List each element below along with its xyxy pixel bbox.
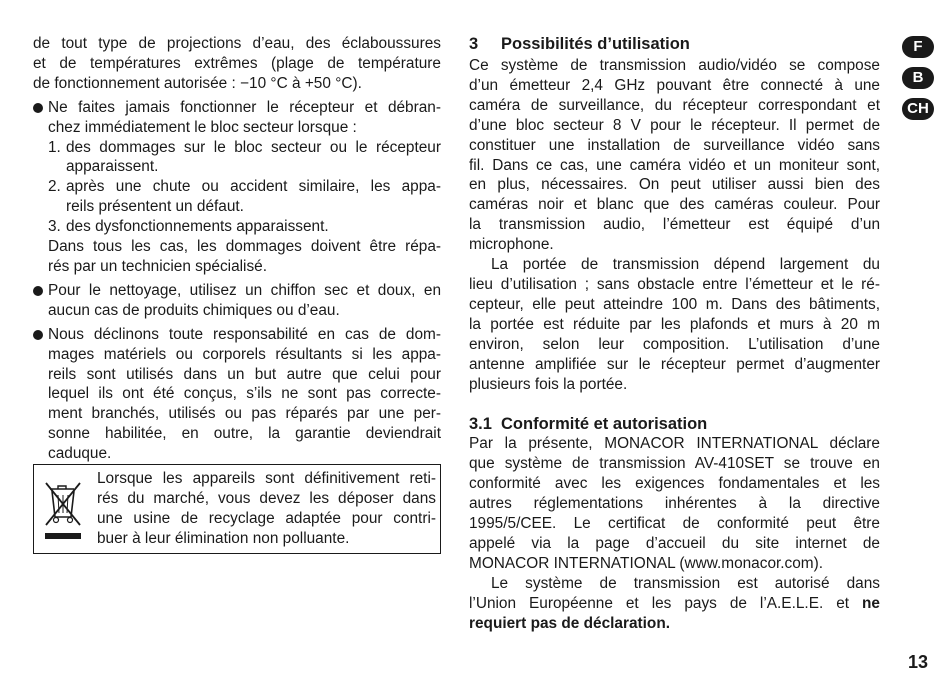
text-line: fil. Dans ce cas, une caméra vidéo et un moniteur sont, bbox=[469, 156, 880, 174]
bullet-icon bbox=[33, 103, 43, 113]
disposal-notice-box bbox=[33, 464, 441, 554]
text-line: Ce système de transmission audio/vidéo se compose bbox=[469, 57, 880, 74]
text-line: appelé via la page d’accueil du site internet de bbox=[469, 534, 880, 552]
section-title: Conformité et autorisation bbox=[501, 415, 708, 434]
bold-text-line: requiert pas de déclaration. bbox=[469, 614, 670, 632]
text-line: MONACOR INTERNATIONAL (www.monacor.com). bbox=[469, 554, 824, 572]
text-line: La portée de transmission dépend largement du bbox=[491, 256, 880, 274]
language-badges bbox=[902, 36, 936, 129]
language-badge-b: B bbox=[902, 67, 934, 89]
text-line bbox=[469, 594, 880, 614]
section-heading bbox=[469, 34, 880, 54]
text-line: chez immédiatement le bloc secteur lorsque : bbox=[48, 118, 357, 136]
section-title: Possibilités d’utilisation bbox=[501, 35, 690, 53]
left-column bbox=[33, 34, 441, 464]
text-line: Lorsque les appareils sont définitivement reti- bbox=[97, 470, 436, 487]
section-number: 3 bbox=[469, 35, 479, 53]
text-line: ment branchés, utilisés ou pas réparés par une per- bbox=[48, 405, 441, 423]
text-line: que système de transmission AV-410SET se trouve en bbox=[469, 455, 880, 473]
text-line: 1995/5/CEE. Le certificat de conformité peut être bbox=[469, 515, 880, 533]
subsection-heading bbox=[469, 414, 880, 434]
text-line: sonne habilitée, en outre, la garantie deviendrait bbox=[48, 425, 441, 443]
text-line: reils présentent un défaut. bbox=[66, 198, 244, 216]
text-line: autres réglementations inhérentes à la directive bbox=[469, 495, 880, 513]
text-line: des dommages sur le bloc secteur ou le récepteur bbox=[66, 138, 441, 156]
bullet-icon bbox=[33, 286, 43, 296]
text-line: cepteur, elle peut atteindre 100 m. Dans des bâtiments, bbox=[469, 295, 880, 313]
paragraph bbox=[469, 434, 880, 573]
section-number: 3.1 bbox=[469, 415, 492, 434]
text-segment: l’Union Européenne et les pays de l’A.E.L.E. et bbox=[469, 594, 850, 612]
text-line: de tout type de projections d’eau, des éclaboussures bbox=[33, 35, 441, 52]
text-line: caméra de surveillance, du récepteur correspondant et bbox=[469, 96, 880, 114]
text-line: Pour le nettoyage, utilisez un chiffon sec et doux, en bbox=[48, 281, 441, 299]
text-line: caméras noir et blanc que des caméras couleur. Pour bbox=[469, 196, 880, 214]
text-line: constituer une installation de surveillance vidéo sans bbox=[469, 136, 880, 154]
language-badge-f: F bbox=[902, 36, 934, 58]
text-line: rés par un technicien spécialisé. bbox=[48, 257, 268, 275]
text-line: Dans tous les cas, les dommages doivent être répa- bbox=[48, 238, 441, 256]
text-line: buer à leur élimination non polluante. bbox=[97, 529, 350, 547]
item-number: 3. bbox=[48, 218, 61, 236]
intro-paragraph bbox=[33, 34, 441, 94]
text-line: caduque. bbox=[48, 445, 112, 463]
text-line: apparaissent. bbox=[66, 158, 159, 176]
text-line: reils sont utilisés dans un but autre que celui pour bbox=[48, 365, 441, 383]
item-number: 2. bbox=[48, 178, 61, 196]
bullet-icon bbox=[33, 330, 43, 340]
text-line: rés du marché, vous devez les déposer dans bbox=[97, 489, 436, 507]
text-line: la portée est réduite par les plafonds et murs à 20 m bbox=[469, 315, 880, 333]
text-line: Nous déclinons toute responsabilité en cas de dom- bbox=[48, 325, 441, 343]
text-line: d’une bloc secteur 8 V pour le récepteur. Il permet de bbox=[469, 116, 880, 134]
text-line: une usine de recyclage adaptée pour contri- bbox=[97, 509, 436, 527]
item-number: 1. bbox=[48, 138, 61, 156]
text-line: et de températures extrêmes (plage de température bbox=[33, 54, 441, 72]
bold-text: ne bbox=[862, 594, 880, 612]
text-line: lequel ils ont été conçus, s’ils ne sont pas correcte- bbox=[48, 385, 441, 403]
bullet-item-cleaning bbox=[33, 281, 441, 321]
text-line: Par la présente, MONACOR INTERNATIONAL déclare bbox=[469, 435, 880, 453]
text-line: microphone. bbox=[469, 236, 554, 254]
text-line: mages matériels ou corporels résultants si les appa- bbox=[48, 345, 441, 363]
text-line: Ne faites jamais fonctionner le récepteur et débran- bbox=[48, 98, 441, 116]
text-line: des dysfonctionnements apparaissent. bbox=[66, 218, 329, 236]
page-number: 13 bbox=[908, 652, 929, 672]
text-line: conformité avec les exigences fondamentales et les bbox=[469, 475, 880, 493]
text-line: aucun cas de produits chimiques ou d’eau. bbox=[48, 301, 340, 319]
text-line: lieu d’utilisation ; sans obstacle entre l’émetteur et le ré- bbox=[469, 275, 880, 293]
text-line: Le système de transmission est autorisé dans bbox=[491, 574, 880, 592]
text-line: d’un émetteur 2,4 GHz pouvant être connecté à une bbox=[469, 76, 880, 94]
numbered-item bbox=[48, 138, 441, 178]
paragraph bbox=[469, 255, 880, 394]
bullet-item-liability bbox=[33, 325, 441, 464]
language-badge-ch: CH bbox=[902, 98, 934, 120]
disposal-text bbox=[97, 469, 436, 549]
text-line: après une chute ou accident similaire, les appa- bbox=[66, 178, 441, 196]
text-line: en plus, nécessaires. On peut utiliser aussi bien des bbox=[469, 176, 880, 194]
text-line: de fonctionnement autorisée : −10 °C à +50 °C). bbox=[33, 74, 362, 92]
paragraph bbox=[469, 574, 880, 634]
paragraph bbox=[469, 56, 880, 255]
crossed-out-wheelie-bin-icon bbox=[42, 481, 86, 543]
numbered-item bbox=[48, 217, 441, 237]
text-line: la transmission audio, l’émetteur est équipé d’un bbox=[469, 216, 880, 234]
right-column bbox=[469, 34, 880, 633]
text-line: environ, selon leur composition. L’utilisation d’une bbox=[469, 335, 880, 353]
text-line: plusieurs fois la portée. bbox=[469, 375, 628, 393]
text-line: antenne amplifiée sur le récepteur permet d’augmenter bbox=[469, 355, 880, 373]
bullet-item-operation-warning bbox=[33, 98, 441, 277]
numbered-item bbox=[48, 177, 441, 217]
